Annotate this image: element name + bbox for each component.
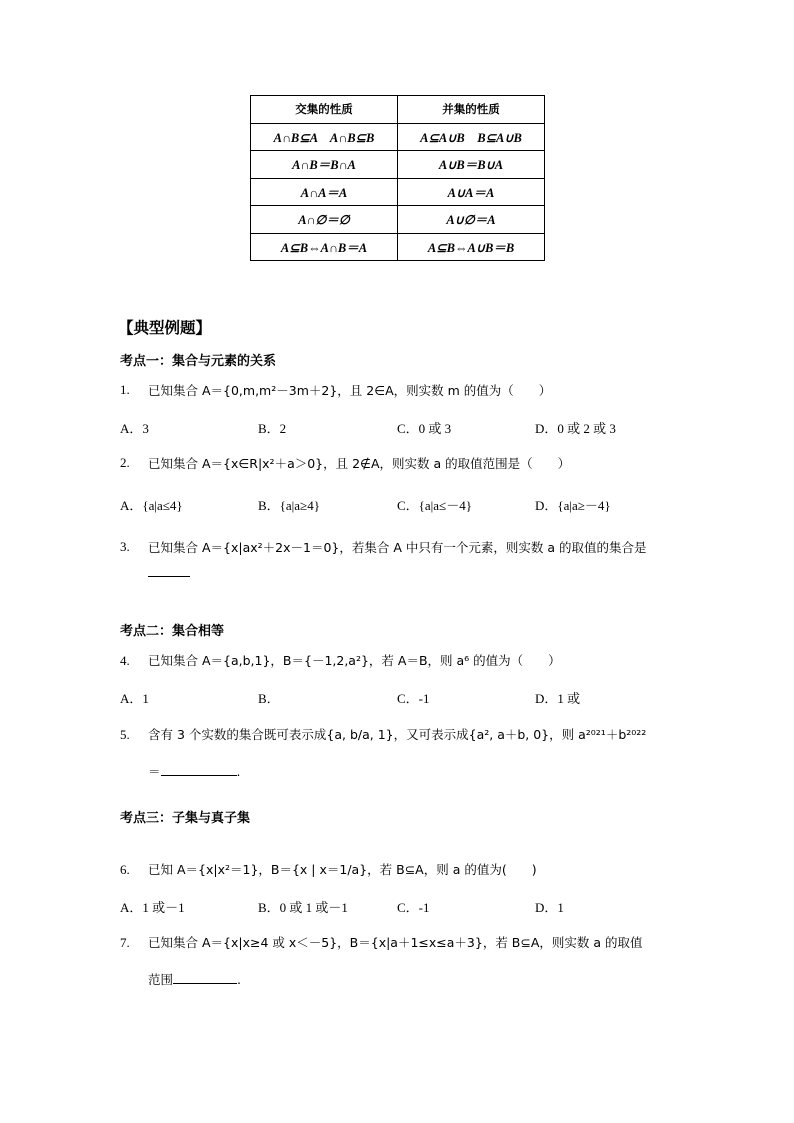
section-title: 【典型例题】 (118, 319, 212, 337)
q1-option-a: A．3 (120, 421, 149, 436)
question-6-text: 已知 A＝{x|x²＝1}，B＝{x | x＝1/a}，若 B⊆A，则 a 的值为( ) (148, 862, 537, 877)
table-header-row (251, 96, 545, 124)
q4-option-c: C．-1 (397, 691, 430, 706)
table-row (251, 206, 545, 234)
table-cell: A∩B＝B∩A (251, 151, 398, 179)
question-7-text: 已知集合 A＝{x|x≥4 或 x＜－5}，B＝{x|a＋1≤x≤a＋3}，若 B⊆A，则实数 a 的取值 (148, 935, 643, 950)
equals-sign: ＝ (148, 764, 161, 779)
period: . (237, 972, 241, 987)
question-number: 5. (120, 727, 130, 742)
question-number: 1. (120, 382, 130, 397)
table-row (251, 151, 545, 179)
question-number: 7. (120, 935, 130, 950)
q2-option-a: A．{a|a≤4} (120, 498, 183, 513)
question-5-tail (148, 762, 241, 780)
period: . (236, 764, 241, 779)
range-label: 范围 (148, 972, 174, 987)
answer-blank (161, 763, 237, 776)
q2-option-d: D．{a|a≥－4} (535, 498, 611, 513)
table-header-intersection: 交集的性质 (251, 96, 398, 124)
table-cell: A⊆B⇔A∩B＝A (251, 233, 398, 261)
table-cell: A∪B＝B∪A (398, 151, 545, 179)
question-7-line2 (148, 970, 241, 988)
question-number: 4. (120, 653, 130, 668)
question-2-text: 已知集合 A＝{x∈R|x²＋a＞0}，且 2∉A，则实数 a 的取值范围是（ ） (148, 456, 571, 471)
kaodian-1-title: 考点一：集合与元素的关系 (120, 354, 277, 369)
answer-blank (148, 576, 190, 577)
q1-option-b: B．2 (258, 421, 287, 436)
table-cell: A⊆B⇔A∪B＝B (398, 233, 545, 261)
question-number: 2. (120, 455, 130, 470)
q4-option-a: A．1 (120, 691, 149, 706)
q4-option-d: D．1 或 (535, 691, 581, 706)
question-4-text: 已知集合 A＝{a,b,1}，B＝{－1,2,a²}，若 A＝B，则 a⁶ 的值为（ ） (148, 653, 561, 668)
answer-blank (173, 971, 237, 984)
q2-option-b: B．{a|a≥4} (258, 498, 320, 513)
question-5-text: 含有 3 个实数的集合既可表示成{a, b/a, 1}，又可表示成{a², a＋b, 0}，则 a²⁰²¹＋b²⁰²² (148, 727, 647, 742)
q6-option-d: D．1 (535, 900, 564, 915)
table-cell: A∪∅＝A (398, 206, 545, 234)
table-cell: A∩A＝A (251, 178, 398, 206)
q1-option-d: D．0 或 2 或 3 (535, 421, 616, 436)
table-cell: A∪A＝A (398, 178, 545, 206)
table-cell: A⊆A∪B B⊆A∪B (398, 123, 545, 151)
question-1-text: 已知集合 A＝{0,m,m²－3m＋2}，且 2∈A，则实数 m 的值为（ ） (148, 383, 552, 398)
kaodian-2-title: 考点二：集合相等 (120, 624, 225, 639)
question-3-text: 已知集合 A＝{x|ax²＋2x－1＝0}，若集合 A 中只有一个元素，则实数 a 的取值的集合是 (148, 540, 647, 555)
q2-option-c: C．{a|a≤－4} (397, 498, 472, 513)
q6-option-a: A．1 或－1 (120, 900, 185, 915)
set-properties-table (250, 95, 545, 261)
table-row (251, 123, 545, 151)
table-cell: A∩∅＝∅ (251, 206, 398, 234)
q6-option-b: B．0 或 1 或－1 (258, 900, 348, 915)
table-row (251, 233, 545, 261)
kaodian-3-title: 考点三：子集与真子集 (120, 811, 251, 826)
table-row (251, 178, 545, 206)
q6-option-c: C．-1 (397, 900, 430, 915)
q4-option-b: B． (258, 691, 280, 706)
question-number: 3. (120, 539, 130, 554)
table-header-union: 并集的性质 (398, 96, 545, 124)
q1-option-c: C．0 或 3 (397, 421, 452, 436)
question-number: 6. (120, 862, 130, 877)
table-cell: A∩B⊆A A∩B⊆B (251, 123, 398, 151)
